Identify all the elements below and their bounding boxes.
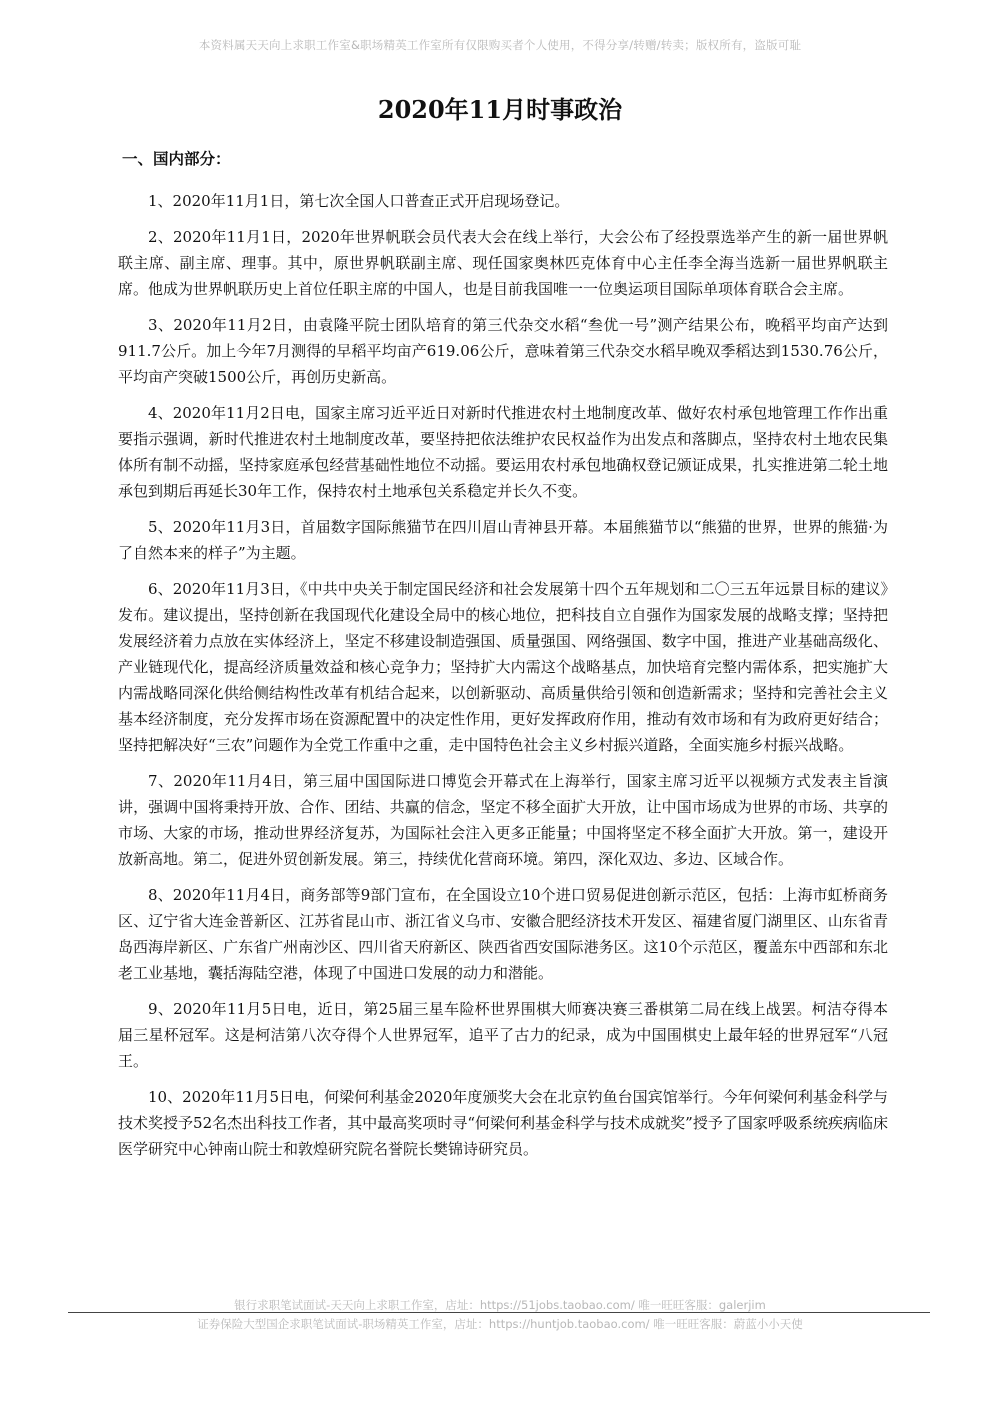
paragraph-3: 3、2020年11月2日，由袁隆平院士团队培育的第三代杂交水稻“叁优一号”测产结果公布，晚稻平均亩产达到911.7公斤。加上今年7月测得的早稻平均亩产619.06公斤，意味着第三代杂交水稻早晚双季稻达到1530.76公斤，平均亩产突破1500公斤，再创历史新高。 <box>118 316 888 386</box>
paragraph-9: 9、2020年11月5日电，近日，第25届三星车险杯世界围棋大师赛决赛三番棋第二局在线上战罢。柯洁夺得本届三星杯冠军。这是柯洁第八次夺得个人世界冠军，追平了古力的纪录，成为中国围棋史上最年轻的世界冠军“八冠王。 <box>118 1000 888 1070</box>
paragraph-1: 1、2020年11月1日，第七次全国人口普查正式开启现场登记。 <box>148 192 570 210</box>
paragraph-8: 8、2020年11月4日，商务部等9部门宣布，在全国设立10个进口贸易促进创新示范区，包括：上海市虹桥商务区、辽宁省大连金普新区、江苏省昆山市、浙江省义乌市、安徽合肥经济技术开发区、福建省厦门湖里区、山东省青岛西海岸新区、广东省广州南沙区、四川省天府新区、陕西省西安国际港务区。这10个示范区，覆盖东中西部和东北老工业基地，囊括海陆空港，体现了中国进口发展的动力和潜能。 <box>118 886 888 982</box>
footer-line-2: 证券保险大型国企求职笔试面试-职场精英工作室，店址：https://huntjob.taobao.com/ 唯一旺旺客服：蔚蓝小小天使 <box>197 1317 803 1331</box>
header-watermark: 本资料属天天向上求职工作室&职场精英工作室所有仅限购买者个人使用，不得分享/转赠/转卖；版权所有，盗版可耻 <box>198 38 802 52</box>
page-title: 2020年11月时事政治 <box>377 95 623 124</box>
footer-line-1: 银行求职笔试面试-天天向上求职工作室，店址：https://51jobs.taobao.com/ 唯一旺旺客服：galerjim <box>234 1298 766 1312</box>
paragraph-5: 5、2020年11月3日，首届数字国际熊猫节在四川眉山青神县开幕。本届熊猫节以“熊猫的世界，世界的熊猫·为了自然本来的样子”为主题。 <box>118 518 888 562</box>
section-heading: 一、国内部分： <box>122 149 231 168</box>
document-body <box>118 146 888 1172</box>
paragraph-6: 6、2020年11月3日，《中共中央关于制定国民经济和社会发展第十四个五年规划和二〇三五年远景目标的建议》发布。建议提出，坚持创新在我国现代化建设全局中的核心地位，把科技自立自强作为国家发展的战略支撑；坚持把发展经济着力点放在实体经济上，坚定不移建设制造强国、质量强国、网络强国、数字中国，推进产业基础高级化、产业链现代化，提高经济质量效益和核心竞争力；坚持扩大内需这个战略基点，加快培育完整内需体系，把实施扩大内需战略同深化供给侧结构性改革有机结合起来，以创新驱动、高质量供给引领和创造新需求；坚持和完善社会主义基本经济制度，充分发挥市场在资源配置中的决定性作用，更好发挥政府作用，推动有效市场和有为政府更好结合；坚持把解决好“三农”问题作为全党工作重中之重，走中国特色社会主义乡村振兴道路，全面实施乡村振兴战略。 <box>118 580 888 754</box>
paragraph-10: 10、2020年11月5日电，何梁何利基金2020年度颁奖大会在北京钓鱼台国宾馆举行。今年何梁何利基金科学与技术奖授予52名杰出科技工作者，其中最高奖项时寻“何梁何利基金科学与技术成就奖”授予了国家呼吸系统疾病临床医学研究中心钟南山院士和敦煌研究院名誉院长樊锦诗研究员。 <box>118 1088 888 1158</box>
paragraph-2: 2、2020年11月1日，2020年世界帆联会员代表大会在线上举行，大会公布了经投票选举产生的新一届世界帆联主席、副主席、理事。其中，原世界帆联副主席、现任国家奥林匹克体育中心主任李全海当选新一届世界帆联主席。他成为世界帆联历史上首位任职主席的中国人，也是目前我国唯一一位奥运项目国际单项体育联合会主席。 <box>118 228 888 298</box>
paragraph-7: 7、2020年11月4日，第三届中国国际进口博览会开幕式在上海举行，国家主席习近平以视频方式发表主旨演讲，强调中国将秉持开放、合作、团结、共赢的信念，坚定不移全面扩大开放，让中国市场成为世界的市场、共享的市场、大家的市场，推动世界经济复苏，为国际社会注入更多正能量；中国将坚定不移全面扩大开放。第一，建设开放新高地。第二，促进外贸创新发展。第三，持续优化营商环境。第四，深化双边、多边、区域合作。 <box>118 772 888 868</box>
paragraph-4: 4、2020年11月2日电，国家主席习近平近日对新时代推进农村土地制度改革、做好农村承包地管理工作作出重要指示强调，新时代推进农村土地制度改革，要坚持把依法维护农民权益作为出发点和落脚点，坚持农村土地农民集体所有制不动摇，坚持家庭承包经营基础性地位不动摇。要运用农村承包地确权登记颁证成果，扎实推进第二轮土地承包到期后再延长30年工作，保持农村土地承包关系稳定并长久不变。 <box>118 404 888 500</box>
footer-divider <box>68 1312 930 1313</box>
